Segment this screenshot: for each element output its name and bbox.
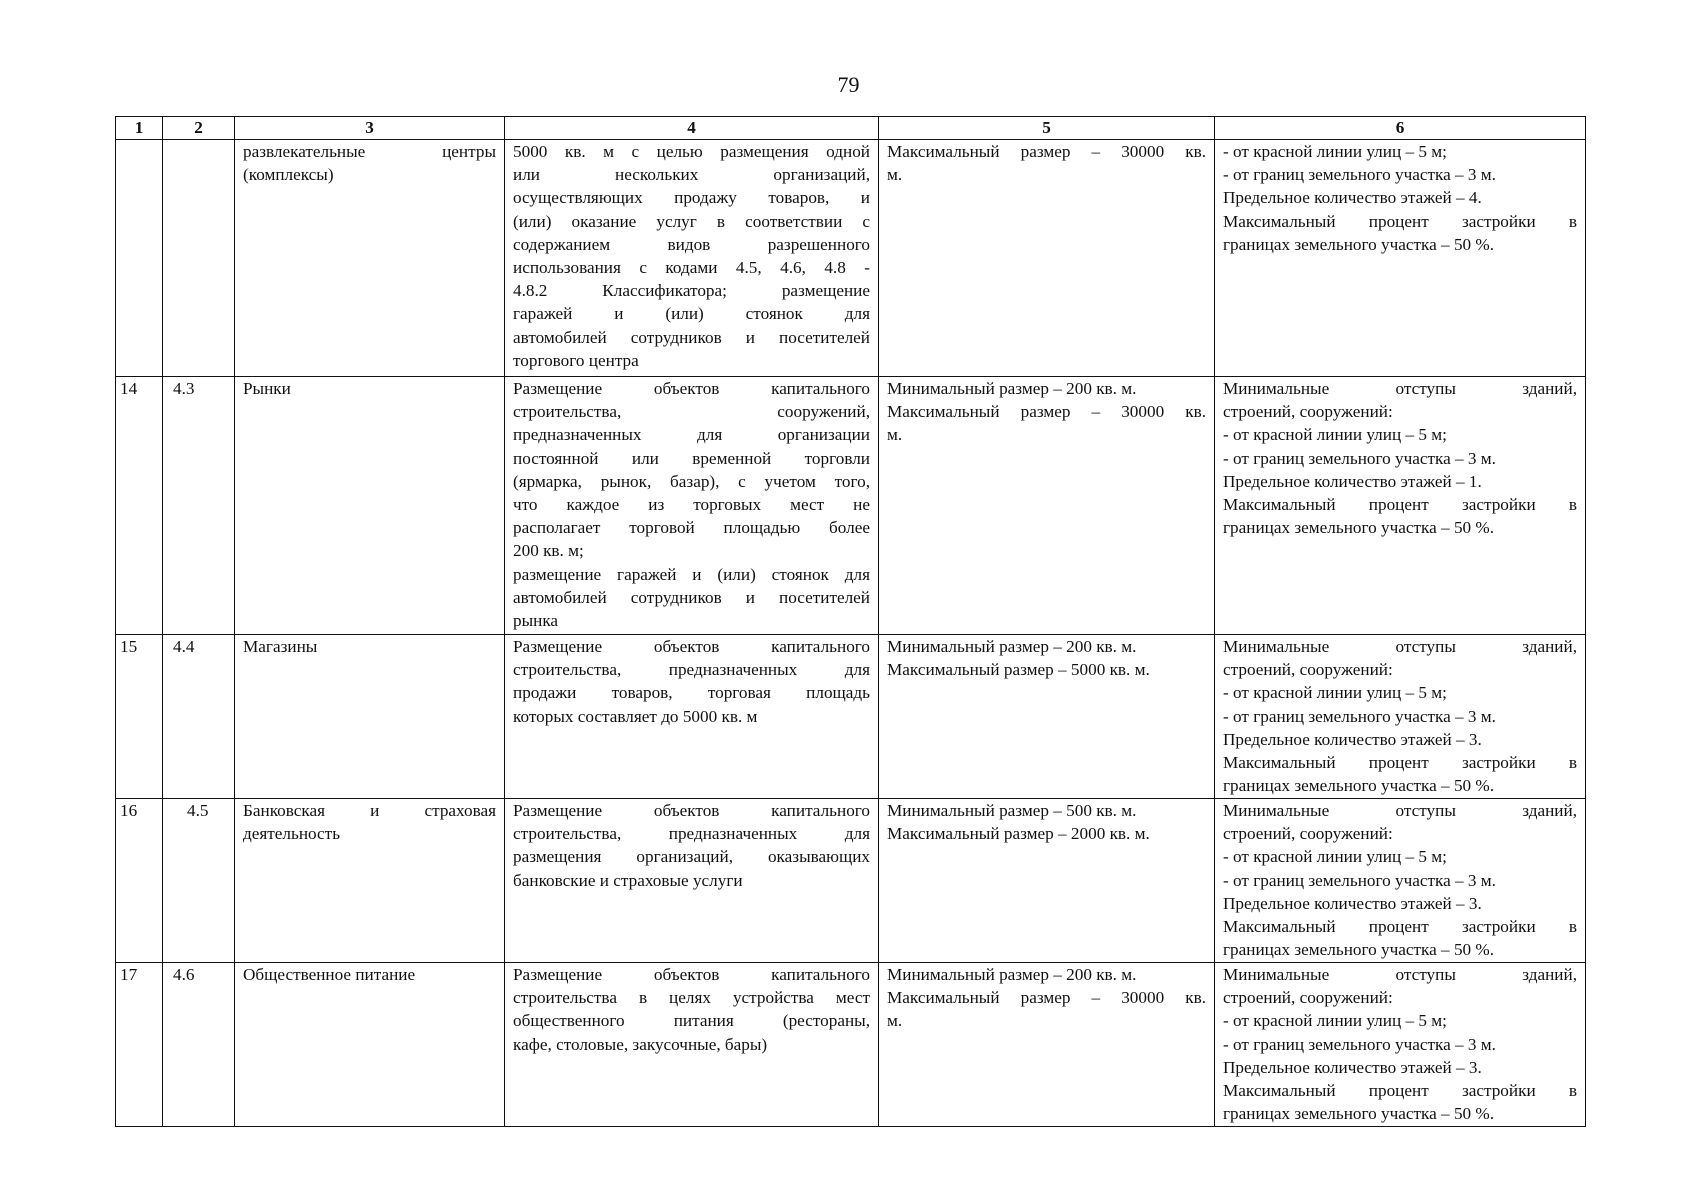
- cell-line: м.: [887, 165, 903, 185]
- cell-line: Предельное количество этажей – 4.: [1223, 188, 1482, 208]
- row-code: [163, 140, 235, 377]
- cell-line: рынка: [513, 611, 559, 631]
- column-header-5: 5: [879, 117, 1215, 140]
- column-header-2: 2: [163, 117, 235, 140]
- cell-line: гаражей и (или) стоянок для: [513, 304, 870, 324]
- cell-line: границах земельного участка – 50 %.: [1223, 940, 1495, 960]
- cell-line: - от красной линии улиц – 5 м;: [1223, 1011, 1447, 1031]
- cell-line: содержанием видов разрешенного: [513, 234, 870, 254]
- cell-line: Предельное количество этажей – 3.: [1223, 1057, 1482, 1077]
- column-header-6: 6: [1215, 117, 1586, 140]
- use-description: [505, 377, 879, 635]
- cell-line: строительства, предназначенных для: [513, 824, 870, 844]
- cell-line: Максимальный размер – 30000 кв.: [887, 142, 1206, 161]
- cell-line: строений, сооружений:: [1223, 824, 1393, 844]
- cell-line: торгового центра: [513, 350, 639, 370]
- cell-line: - от границ земельного участка – 3 м.: [1223, 870, 1496, 890]
- cell-line: использования с кодами 4.5, 4.6, 4.8 -: [513, 258, 870, 278]
- cell-line: Банковская и страховая: [243, 801, 496, 820]
- cell-line: строений, сооружений:: [1223, 988, 1393, 1008]
- cell-line: Минимальный размер – 200 кв. м.: [887, 965, 1137, 984]
- cell-line: Размещение объектов капитального: [513, 637, 870, 656]
- cell-line: - от границ земельного участка – 3 м.: [1223, 448, 1496, 468]
- cell-line: (или) оказание услуг в соответствии с: [513, 211, 870, 231]
- cell-line: границах земельного участка – 50 %.: [1223, 1104, 1495, 1124]
- cell-line: Предельное количество этажей – 3.: [1223, 729, 1482, 749]
- cell-line: (ярмарка, рынок, базар), с учетом того,: [513, 471, 870, 491]
- cell-line: Минимальные отступы зданий,: [1223, 637, 1577, 656]
- column-header-3: 3: [235, 117, 505, 140]
- cell-line: размещение гаражей и (или) стоянок для: [513, 564, 870, 584]
- plot-size-limits: [879, 140, 1215, 377]
- cell-line: границах земельного участка – 50 %.: [1223, 518, 1495, 538]
- cell-line: м.: [887, 425, 903, 445]
- cell-line: осуществляющих продажу товаров, и: [513, 188, 870, 208]
- use-type-name: [235, 377, 505, 635]
- table-body: [116, 140, 1586, 1127]
- use-type-name: [235, 963, 505, 1127]
- construction-parameters: [1215, 799, 1586, 963]
- cell-line: общественного питания (рестораны,: [513, 1011, 870, 1031]
- row-number: 17: [116, 963, 163, 1127]
- table-header-row: [116, 117, 1586, 140]
- cell-line: - от границ земельного участка – 3 м.: [1223, 1034, 1496, 1054]
- cell-line: - от красной линии улиц – 5 м;: [1223, 683, 1447, 703]
- table-row: [116, 377, 1586, 635]
- cell-line: постоянной или временной торговли: [513, 448, 870, 468]
- use-type-name: [235, 635, 505, 799]
- cell-line: Максимальный процент застройки в: [1223, 917, 1577, 937]
- cell-line: Магазины: [243, 637, 318, 656]
- cell-line: Предельное количество этажей – 1.: [1223, 471, 1482, 491]
- cell-line: Максимальный процент застройки в: [1223, 753, 1577, 773]
- plot-size-limits: [879, 799, 1215, 963]
- use-description: [505, 799, 879, 963]
- cell-line: границах земельного участка – 50 %.: [1223, 234, 1495, 254]
- column-header-1: 1: [116, 117, 163, 140]
- cell-line: Размещение объектов капитального: [513, 379, 870, 398]
- cell-line: 200 кв. м;: [513, 541, 584, 561]
- cell-line: м.: [887, 1011, 903, 1031]
- row-code: 4.5: [163, 799, 235, 963]
- cell-line: Максимальный процент застройки в: [1223, 211, 1577, 231]
- cell-line: строительства, предназначенных для: [513, 660, 870, 680]
- table-row: [116, 963, 1586, 1127]
- construction-parameters: [1215, 963, 1586, 1127]
- cell-line: предназначенных для организации: [513, 425, 870, 445]
- plot-size-limits: [879, 635, 1215, 799]
- cell-line: 5000 кв. м с целью размещения одной: [513, 142, 870, 161]
- cell-line: продажи товаров, торговая площадь: [513, 683, 870, 703]
- table-row: [116, 635, 1586, 799]
- use-description: [505, 963, 879, 1127]
- cell-line: - от красной линии улиц – 5 м;: [1223, 142, 1447, 161]
- table-row: [116, 799, 1586, 963]
- cell-line: деятельность: [243, 824, 341, 844]
- cell-line: Максимальный размер – 30000 кв.: [887, 402, 1206, 422]
- cell-line: - от границ земельного участка – 3 м.: [1223, 165, 1496, 185]
- table-row: [116, 140, 1586, 377]
- row-number: 15: [116, 635, 163, 799]
- cell-line: автомобилей сотрудников и посетителей: [513, 587, 870, 607]
- cell-line: Минимальный размер – 200 кв. м.: [887, 637, 1137, 656]
- cell-line: Размещение объектов капитального: [513, 965, 870, 984]
- cell-line: 4.8.2 Классификатора; размещение: [513, 281, 870, 301]
- land-use-table: [115, 116, 1586, 1127]
- cell-line: Размещение объектов капитального: [513, 801, 870, 820]
- cell-line: размещения организаций, оказывающих: [513, 847, 870, 867]
- row-code: 4.6: [163, 963, 235, 1127]
- cell-line: границах земельного участка – 50 %.: [1223, 776, 1495, 796]
- cell-line: которых составляет до 5000 кв. м: [513, 706, 758, 726]
- cell-line: что каждое из торговых мест не: [513, 495, 870, 515]
- cell-line: располагает торговой площадью более: [513, 518, 870, 538]
- cell-line: Минимальный размер – 500 кв. м.: [887, 801, 1137, 820]
- construction-parameters: [1215, 635, 1586, 799]
- cell-line: или нескольких организаций,: [513, 165, 870, 185]
- cell-line: Минимальные отступы зданий,: [1223, 965, 1577, 984]
- row-number: 14: [116, 377, 163, 635]
- construction-parameters: [1215, 140, 1586, 377]
- cell-line: банковские и страховые услуги: [513, 870, 743, 890]
- row-number: 16: [116, 799, 163, 963]
- cell-line: автомобилей сотрудников и посетителей: [513, 327, 870, 347]
- cell-line: строений, сооружений:: [1223, 660, 1393, 680]
- plot-size-limits: [879, 963, 1215, 1127]
- construction-parameters: [1215, 377, 1586, 635]
- use-type-name: [235, 140, 505, 377]
- plot-size-limits: [879, 377, 1215, 635]
- cell-line: - от границ земельного участка – 3 м.: [1223, 706, 1496, 726]
- cell-line: Общественное питание: [243, 965, 416, 984]
- row-number: [116, 140, 163, 377]
- cell-line: Минимальные отступы зданий,: [1223, 801, 1577, 820]
- use-type-name: [235, 799, 505, 963]
- cell-line: Максимальный размер – 2000 кв. м.: [887, 824, 1150, 844]
- cell-line: строительства, сооружений,: [513, 402, 870, 422]
- cell-line: Минимальный размер – 200 кв. м.: [887, 379, 1137, 398]
- cell-line: строений, сооружений:: [1223, 402, 1393, 422]
- cell-line: (комплексы): [243, 165, 334, 185]
- cell-line: Максимальный процент застройки в: [1223, 495, 1577, 515]
- row-code: 4.3: [163, 377, 235, 635]
- cell-line: - от красной линии улиц – 5 м;: [1223, 847, 1447, 867]
- row-code: 4.4: [163, 635, 235, 799]
- use-description: [505, 140, 879, 377]
- cell-line: развлекательные центры: [243, 142, 496, 161]
- cell-line: Максимальный процент застройки в: [1223, 1081, 1577, 1101]
- cell-line: Минимальные отступы зданий,: [1223, 379, 1577, 398]
- cell-line: Максимальный размер – 30000 кв.: [887, 988, 1206, 1008]
- cell-line: строительства в целях устройства мест: [513, 988, 870, 1008]
- cell-line: кафе, столовые, закусочные, бары): [513, 1034, 768, 1054]
- page-number: 79: [837, 72, 860, 97]
- cell-line: Предельное количество этажей – 3.: [1223, 893, 1482, 913]
- cell-line: - от красной линии улиц – 5 м;: [1223, 425, 1447, 445]
- cell-line: Рынки: [243, 379, 291, 398]
- cell-line: Максимальный размер – 5000 кв. м.: [887, 660, 1150, 680]
- use-description: [505, 635, 879, 799]
- column-header-4: 4: [505, 117, 879, 140]
